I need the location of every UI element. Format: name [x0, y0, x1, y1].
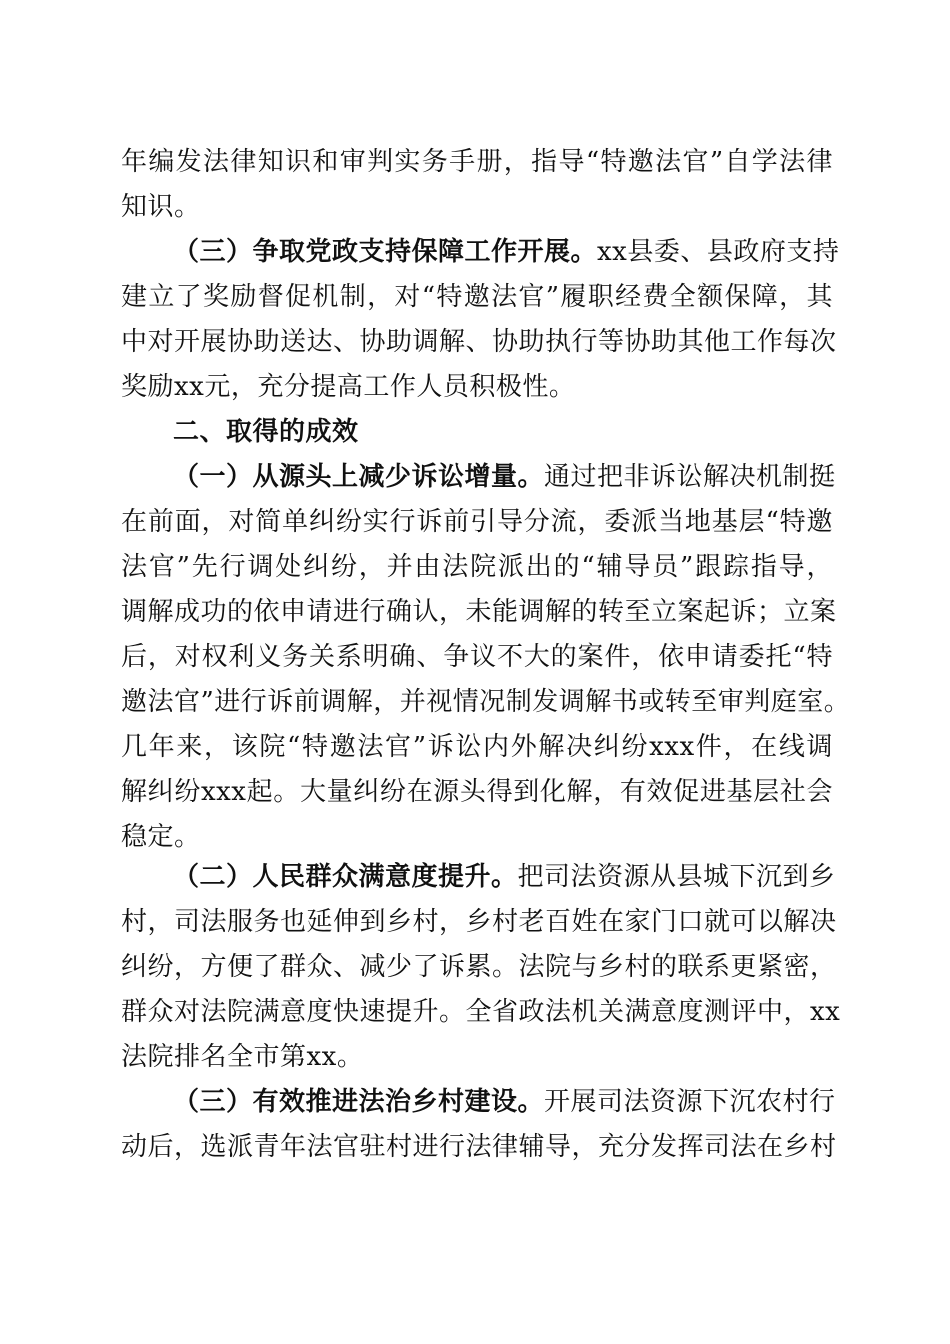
- paragraph-line-text: 开展司法资源下沉农村行: [544, 1087, 836, 1117]
- paragraph-lead: （二）人民群众满意度提升。: [173, 862, 518, 892]
- paragraph-1: [121, 140, 833, 230]
- paragraph-line: 奖励xx元，充分提高工作人员积极性。: [121, 372, 576, 402]
- paragraph-3: [121, 455, 851, 860]
- paragraph-lead: （一）从源头上减少诉讼增量。: [173, 462, 545, 492]
- paragraph-first-line: [121, 855, 836, 900]
- paragraph-line: 纠纷，方便了群众、减少了诉累。法院与乡村的联系更紧密，: [121, 952, 837, 982]
- paragraph-line: 群众对法院满意度快速提升。全省政法机关满意度测评中，xx: [121, 997, 841, 1027]
- paragraph-line: 村，司法服务也延伸到乡村，乡村老百姓在家门口就可以解决: [121, 907, 837, 937]
- paragraph-2: [121, 230, 840, 410]
- paragraph-line: 法院排名全市第xx。: [121, 1042, 364, 1072]
- paragraph-line: 调解成功的依申请进行确认，未能调解的转至立案起诉；立案: [121, 597, 837, 627]
- paragraph-line: 年编发法律知识和审判实务手册，指导“特邀法官”自学法律: [121, 147, 833, 177]
- paragraph-line: 邀法官”进行诉前调解，并视情况制发调解书或转至审判庭室。: [121, 687, 851, 717]
- paragraph-lead: （三）争取党政支持保障工作开展。: [173, 237, 598, 267]
- paragraph-line-text: 把司法资源从县城下沉到乡: [517, 862, 836, 892]
- paragraph-line: 解纠纷xxx起。大量纠纷在源头得到化解，有效促进基层社会: [121, 777, 833, 807]
- paragraph-line: 动后，选派青年法官驻村进行法律辅导，充分发挥司法在乡村: [121, 1132, 837, 1162]
- paragraph-line: 几年来，该院“特邀法官”诉讼内外解决纠纷xxx件，在线调: [121, 732, 833, 762]
- paragraph-line: 在前面，对简单纠纷实行诉前引导分流，委派当地基层“特邀: [121, 507, 833, 537]
- section-heading-text: 二、取得的成效: [173, 417, 359, 447]
- paragraph-lead: （三）有效推进法治乡村建设。: [173, 1087, 545, 1117]
- paragraph-line-text: xx县委、县政府支持: [597, 237, 840, 267]
- paragraph-5: [121, 1080, 837, 1170]
- paragraph-4: [121, 855, 841, 1080]
- paragraph-line: 建立了奖励督促机制，对“特邀法官”履职经费全额保障，其: [121, 282, 833, 312]
- paragraph-line: 稳定。: [121, 822, 201, 852]
- paragraph-line: 中对开展协助送达、协助调解、协助执行等协助其他工作每次: [121, 327, 837, 357]
- paragraph-line-text: 通过把非诉讼解决机制挺: [544, 462, 836, 492]
- paragraph-line: 后，对权利义务关系明确、争议不大的案件，依申请委托“特: [121, 642, 833, 672]
- paragraph-first-line: [121, 230, 840, 275]
- paragraph-first-line: [121, 455, 836, 500]
- paragraph-first-line: [121, 1080, 836, 1125]
- section-heading: [121, 410, 833, 455]
- paragraph-line: 知识。: [121, 192, 201, 222]
- paragraph-line: 法官”先行调处纠纷，并由法院派出的“辅导员”跟踪指导，: [121, 552, 833, 582]
